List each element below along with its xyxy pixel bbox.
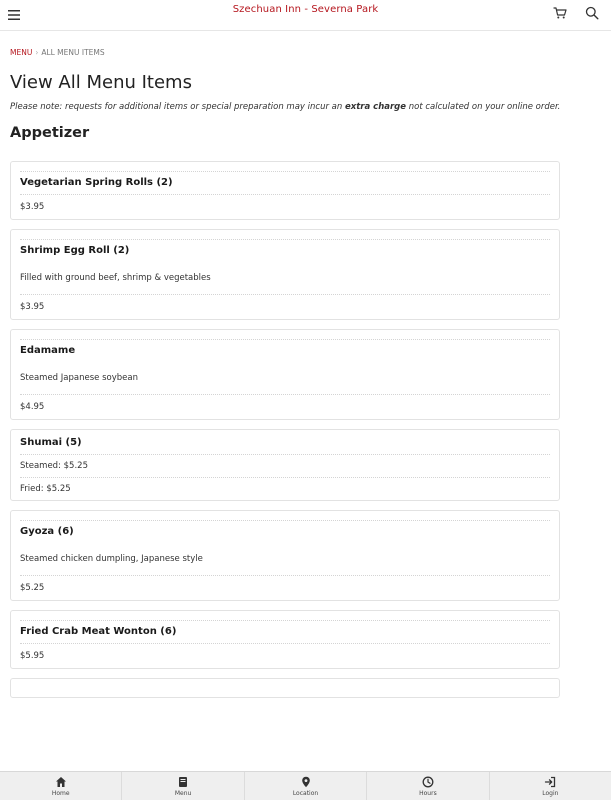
menu-item-list: [10, 161, 570, 698]
menu-item-description: Steamed Japanese soybean: [20, 373, 138, 383]
login-icon: [544, 776, 556, 788]
breadcrumb-menu-link[interactable]: MENU: [10, 48, 33, 57]
book-icon: [177, 776, 189, 788]
menu-item-name: Shumai (5): [20, 437, 82, 448]
nav-location[interactable]: [245, 772, 367, 800]
page-title: View All Menu Items: [10, 72, 192, 93]
menu-item-name: Gyoza (6): [20, 526, 74, 537]
cart-icon: [553, 6, 567, 20]
menu-item-card[interactable]: [10, 510, 560, 601]
nav-location-label: Location: [292, 790, 319, 797]
search-button[interactable]: [585, 5, 601, 21]
notice-text-end: not calculated on your online order.: [406, 102, 561, 112]
menu-item-price: $5.95: [20, 651, 45, 661]
nav-hours[interactable]: [367, 772, 489, 800]
nav-home[interactable]: [0, 772, 122, 800]
menu-item-price: $3.95: [20, 202, 45, 212]
top-header: [0, 0, 611, 31]
map-pin-icon: [300, 776, 312, 788]
nav-login-label: Login: [542, 790, 559, 797]
nav-menu-label: Menu: [174, 790, 192, 797]
bottom-navigation: [0, 771, 611, 800]
menu-item-card[interactable]: [10, 229, 560, 320]
search-icon: [585, 6, 599, 20]
nav-home-label: Home: [51, 790, 70, 797]
restaurant-title[interactable]: Szechuan Inn - Severna Park: [232, 4, 379, 15]
menu-item-card[interactable]: [10, 429, 560, 501]
divider: [20, 511, 550, 521]
breadcrumb-current: ALL MENU ITEMS: [41, 48, 105, 57]
menu-item-name: Edamame: [20, 345, 76, 356]
divider: [20, 230, 550, 240]
menu-item-name: Shrimp Egg Roll (2): [20, 245, 130, 256]
notice-extra-charge: extra charge: [344, 102, 407, 112]
menu-item-card[interactable]: [10, 161, 560, 220]
menu-item-card[interactable]: [10, 329, 560, 420]
notice-text-start: Please note: requests for additional items or special preparation may incur an: [10, 102, 345, 112]
menu-item-description: Steamed chicken dumpling, Japanese style: [20, 554, 203, 564]
menu-item-price: $3.95: [20, 302, 45, 312]
divider: [20, 611, 550, 621]
menu-item-price: $4.95: [20, 402, 45, 412]
nav-hours-label: Hours: [419, 790, 437, 797]
breadcrumb-separator: ›: [35, 48, 39, 57]
menu-item-name: Vegetarian Spring Rolls (2): [20, 177, 173, 188]
category-title: Appetizer: [10, 125, 90, 141]
nav-menu[interactable]: [122, 772, 244, 800]
menu-item-card[interactable]: [10, 678, 560, 698]
main-content: [10, 45, 570, 707]
menu-item-option: Steamed: $5.25: [20, 461, 88, 471]
menu-item-card[interactable]: [10, 610, 560, 669]
divider: [20, 162, 550, 172]
nav-login[interactable]: [490, 772, 611, 800]
home-icon: [55, 776, 67, 788]
menu-item-option: Fried: $5.25: [20, 484, 71, 494]
divider: [20, 330, 550, 340]
clock-icon: [422, 776, 434, 788]
menu-item-price: $5.25: [20, 583, 45, 593]
menu-item-description: Filled with ground beef, shrimp & vegetables: [20, 273, 211, 283]
extra-charge-notice: [10, 101, 570, 113]
breadcrumb: [10, 47, 570, 59]
cart-button[interactable]: [553, 5, 569, 21]
menu-item-name: Fried Crab Meat Wonton (6): [20, 626, 177, 637]
